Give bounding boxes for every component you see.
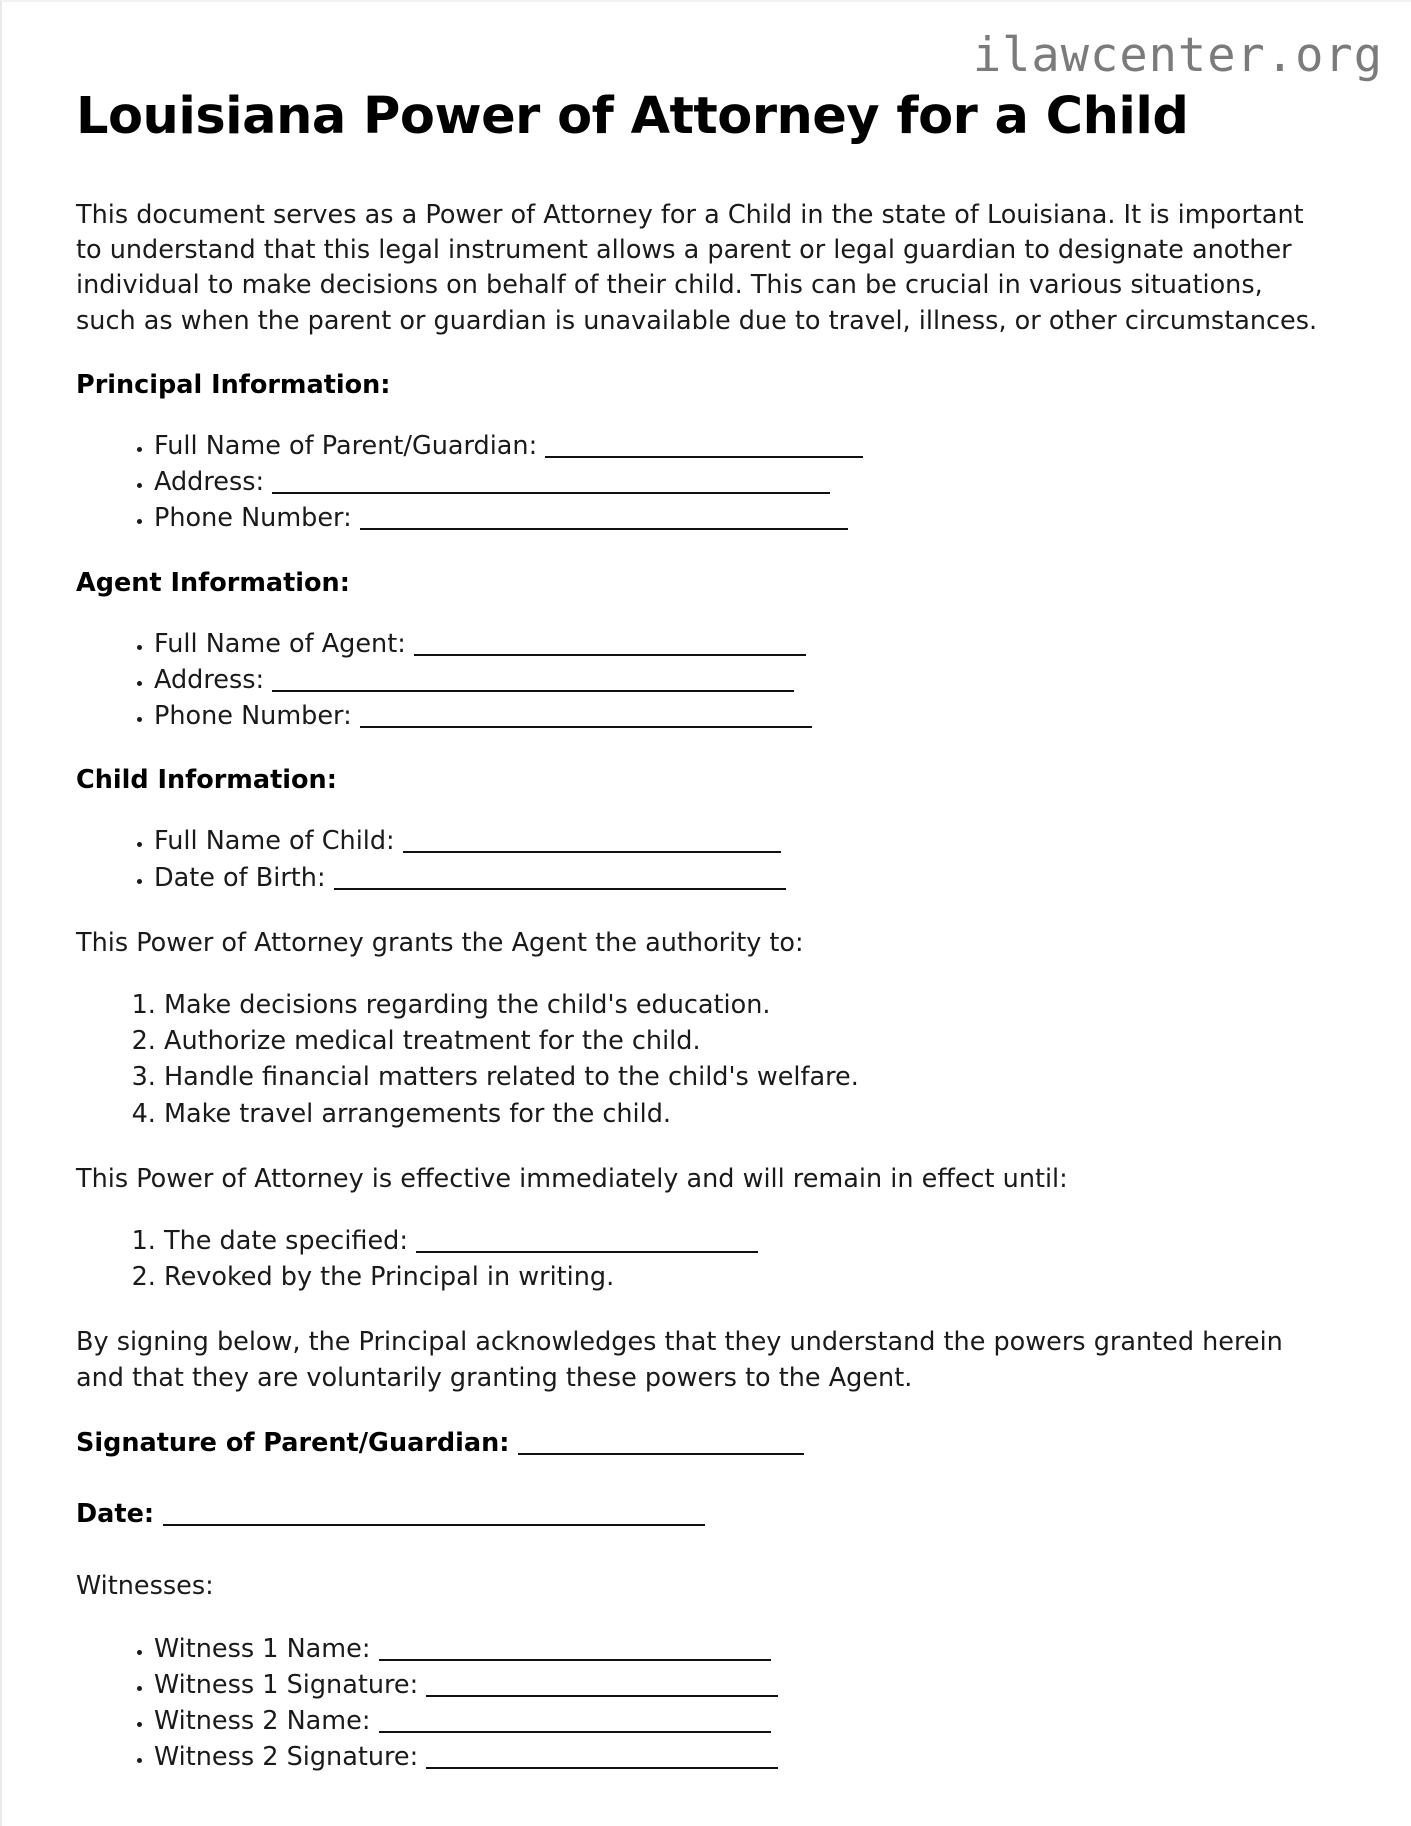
- child-field-0-label: Full Name of Child:: [154, 826, 403, 857]
- principal-field-1-label: Address:: [154, 467, 273, 498]
- intro-paragraph: This document serves as a Power of Attorney for a Child in the state of Louisiana. It is important to understand that this legal instrument allows a parent or legal guardian to designate another individual to make decisions on behalf of their child. This can be crucial in various situations, such as when the parent or guardian is unavailable due to travel, illness, or other circumstances.: [76, 200, 1318, 336]
- section-heading-agent: Agent Information:: [76, 567, 350, 598]
- principal-field-2-blank[interactable]: [360, 510, 848, 530]
- signature-label: Signature of Parent/Guardian:: [76, 1427, 519, 1458]
- witness-field-1-blank[interactable]: [426, 1677, 778, 1697]
- principal-field-2-label: Phone Number:: [154, 503, 360, 534]
- list-item: 1. Make decisions regarding the child's education.: [164, 987, 1326, 1023]
- child-field-0-blank[interactable]: [403, 833, 781, 853]
- list-item: [154, 1631, 1326, 1667]
- site-watermark: ilawcenter.org: [972, 28, 1383, 83]
- witness-field-2-label: Witness 2 Name:: [154, 1706, 379, 1737]
- list-item: 3. Handle financial matters related to the child's welfare.: [164, 1059, 1326, 1095]
- witness-field-list: [76, 1631, 1326, 1776]
- agent-field-1-label: Address:: [154, 664, 273, 695]
- list-item: [154, 428, 1326, 464]
- witness-field-3-blank[interactable]: [426, 1749, 778, 1769]
- effective-item-0-blank[interactable]: [416, 1233, 758, 1253]
- date-label: Date:: [76, 1499, 163, 1530]
- child-field-1-label: Date of Birth:: [154, 862, 334, 893]
- list-item: [154, 860, 1326, 896]
- witness-field-3-label: Witness 2 Signature:: [154, 1742, 427, 1773]
- principal-field-1-blank[interactable]: [272, 474, 830, 494]
- date-field[interactable]: [76, 1497, 1326, 1533]
- agent-field-0-label: Full Name of Agent:: [154, 628, 414, 659]
- agent-field-list: [76, 626, 1326, 735]
- authority-lead: This Power of Attorney grants the Agent the authority to:: [76, 927, 804, 958]
- effective-item-0-label: The date specified:: [164, 1225, 417, 1256]
- list-item: [154, 1667, 1326, 1703]
- effective-list: [76, 1223, 1326, 1295]
- list-item: 4. Make travel arrangements for the child.: [164, 1096, 1326, 1132]
- authority-list: [76, 987, 1326, 1132]
- signature-field[interactable]: [76, 1426, 1326, 1462]
- principal-field-0-label: Full Name of Parent/Guardian:: [154, 430, 546, 461]
- list-item: [154, 626, 1326, 662]
- child-field-list: [76, 823, 1326, 895]
- agent-field-2-label: Phone Number:: [154, 701, 360, 732]
- acknowledgement-paragraph: By signing below, the Principal acknowledges that they understand the powers granted herein and that they are voluntarily granting these powers to the Agent.: [76, 1327, 1283, 1393]
- principal-field-list: [76, 428, 1326, 537]
- agent-field-0-blank[interactable]: [414, 636, 806, 656]
- section-heading-child: Child Information:: [76, 765, 337, 796]
- witness-field-1-label: Witness 1 Signature:: [154, 1670, 427, 1701]
- list-item: [154, 464, 1326, 500]
- agent-field-1-blank[interactable]: [272, 672, 794, 692]
- list-item: 2. Authorize medical treatment for the child.: [164, 1023, 1326, 1059]
- list-item: [154, 1703, 1326, 1739]
- list-item: [154, 823, 1326, 859]
- witness-field-2-blank[interactable]: [379, 1713, 771, 1733]
- witnesses-heading: Witnesses:: [76, 1571, 214, 1602]
- page-title: Louisiana Power of Attorney for a Child: [76, 87, 1189, 146]
- effective-lead: This Power of Attorney is effective immediately and will remain in effect until:: [76, 1163, 1068, 1194]
- list-item: [164, 1259, 1326, 1295]
- list-item: [154, 500, 1326, 536]
- document-body: [76, 198, 1326, 1806]
- list-item: [154, 662, 1326, 698]
- list-item: [164, 1223, 1326, 1259]
- agent-field-2-blank[interactable]: [360, 708, 812, 728]
- child-field-1-blank[interactable]: [334, 870, 786, 890]
- section-heading-principal: Principal Information:: [76, 369, 391, 400]
- list-item: [154, 698, 1326, 734]
- date-blank[interactable]: [163, 1506, 705, 1526]
- list-item: [154, 1739, 1326, 1775]
- witness-field-0-label: Witness 1 Name:: [154, 1633, 379, 1664]
- signature-blank[interactable]: [518, 1435, 804, 1455]
- effective-item-1-label: Revoked by the Principal in writing.: [164, 1262, 615, 1293]
- witness-field-0-blank[interactable]: [379, 1641, 771, 1661]
- principal-field-0-blank[interactable]: [545, 438, 863, 458]
